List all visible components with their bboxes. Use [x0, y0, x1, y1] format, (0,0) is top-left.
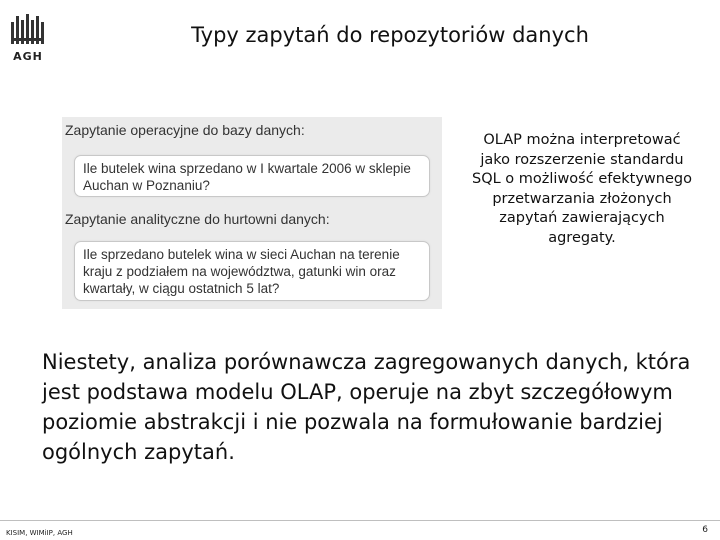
agh-emblem-icon [8, 12, 48, 48]
footer-divider [0, 520, 720, 521]
figure-box-analytical: Ile sprzedano butelek wina w sieci Auchan na terenie kraju z podziałem na województwa, gatunki win oraz kwartały, w ciągu ostatnich 5 lat? [74, 241, 430, 301]
figure-label-operational: Zapytanie operacyjne do bazy danych: [65, 122, 305, 138]
figure-label-analytical: Zapytanie analityczne do hurtowni danych: [65, 211, 330, 227]
body-paragraph: Niestety, analiza porównawcza zagregowanych danych, która jest podstawa modelu OLAP, operuje na zbyt szczegółowym poziomie abstrakcji i nie pozwala na formułowanie bardziej ogólnych zapytań. [42, 350, 691, 464]
page-number: 6 [702, 525, 708, 535]
slide-title: Typy zapytań do repozytoriów danych [191, 23, 589, 47]
query-types-figure [62, 117, 442, 309]
logo-text: AGH [13, 50, 43, 63]
olap-side-note: OLAP można interpretować jako rozszerzenie standardu SQL o możliwość efektywnego przetwarzania złożonych zapytań zawierających agregaty. [472, 132, 692, 246]
footer-text: KISIM, WIMiIP, AGH [6, 529, 73, 537]
figure-box-operational: Ile butelek wina sprzedano w I kwartale 2006 w sklepie Auchan w Poznaniu? [74, 155, 430, 197]
agh-logo [8, 12, 48, 64]
